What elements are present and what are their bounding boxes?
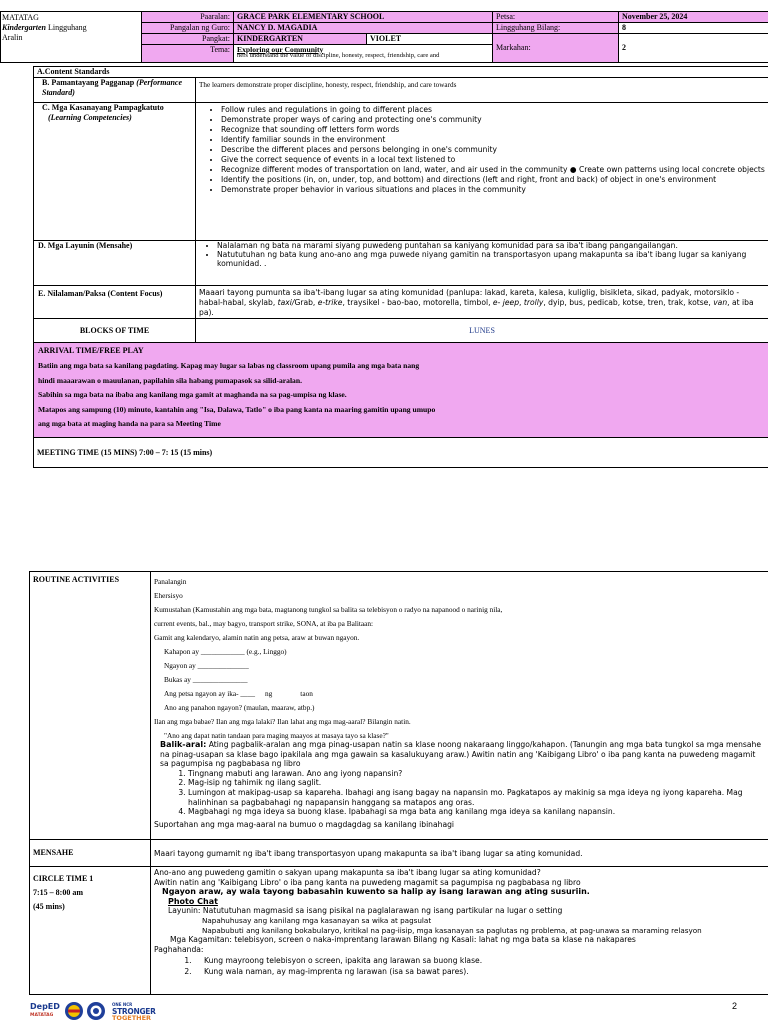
mensahe-text: Maari tayong gumamit ng iba't ibang transportasyon upang makapunta sa iba't ibang lugar sa ating komunidad. (151, 840, 768, 867)
competencies-list (199, 105, 765, 195)
value-pangkat: KINDERGARTEN (234, 34, 367, 45)
value-tema: Exploring our Community (237, 45, 324, 54)
objectives-list (199, 241, 765, 268)
balik-aral-text: Balik-aral: Ating pagbalik-aralan ang mga pinag-usapan natin sa klase noong nakaraang linggo/kahapon. (Tanungin ang mga bata tungkol sa mga mensahe na pinag-usapan sa klase bago ipakilala ang mga gawain sa kasalukuyang araw.) Awitin natin ang 'Kaibigang Libro' o iba pang kanta na puwedeng magamit sa pagumpisa ng pagbabasa ng libro (160, 740, 762, 769)
list-item: • Demonstrate proper behavior in various situations and places in the community (221, 185, 765, 195)
competencies-label: C. Mga Kasanayang Pampagkatuto (Learning Competencies) (34, 103, 196, 241)
page-number: 2 (732, 1001, 738, 1011)
value-markahan: 2 (619, 34, 768, 63)
routine-lines: Panalangin Ehersisyo Kumustahan (Kamustahin ang mga bata, magtanong tungkol sa balita sa telebisyon o radyo na napanood o narinig nila, current events, bal., may bagyo, transport strike, SONA, at iba pa Balitaan: Gamit ang kalendaryo, alamin natin ang petsa, araw at buwan ngayon. Kahapon ay ____________ (e.g., Linggo) Ngayon ay ______________ Bukas ay _______________ Ang petsa ngayon ay ika- ____ ng taon Ano ang panahon ngayon? (maulan, maaraw, atbp.) Ilan ang mga babae? Ilan ang mga lalaki? Ilan lahat ang mga mag-aaral? Bilangin natin. (154, 575, 765, 729)
list-item: 1. Kung mayroong telebisyon o screen, ipakita ang larawan sa buong klase. (194, 955, 765, 966)
value-tema-cell (234, 45, 493, 63)
value-lingguhang-bilang: 8 (619, 23, 768, 34)
list-item: • Recognize different modes of transportation on land, water, and air used in the community ● Create own patterns using local concrete objects (221, 165, 765, 175)
plan-table-top (33, 66, 768, 468)
list-item: 2. Kung wala naman, ay mag-imprenta ng larawan (isa sa bawat pares). (194, 966, 765, 977)
value-section: VIOLET (367, 34, 493, 45)
label-guro: Pangalan ng Guro: (142, 23, 234, 34)
arrival-instructions: Batiin ang mga bata sa kanilang pagdating. Kapag may lugar sa labas ng classroom upang pumila ang mga bata nang hindi maaarawan o mauulanan, papilahin sila habang pumapasok sa silid-aralan. Sabihin sa mga bata na ibaba ang kanilang mga gamit at maghanda na sa pag-umpisa ng klase. Matapos ang sampung (10) minuto, kantahin ang "Isa, Dalawa, Tatlo" o iba pang kanta na maaring gamitin upang umupo ang mga bata at maging handa na para sa Meeting Time (38, 361, 436, 429)
day-header: LUNES (196, 319, 768, 343)
value-paaralan: GRACE PARK ELEMENTARY SCHOOL (234, 12, 493, 23)
content-standards-label: A.Content Standards (34, 67, 768, 78)
label-lingguhang-bilang: Lingguhang Bilang: (493, 23, 619, 34)
label-pangkat: Pangkat: (142, 34, 234, 45)
list-item: • Natututuhan ng bata kung ano-ano ang mga puwede niyang gamitin na transportasyon upang makapunta sa iba't ibang lugar sa kaniyang komunidad. . (217, 250, 765, 268)
circle-time-cell: Ano-ano ang puwedeng gamitin o sakyan upang makapunta sa iba't ibang lugar sa ating komunidad? Awitin natin ang 'Kaibigang Libro' o iba pang kanta na puwedeng magamit sa pagumpisa ng pagbabasa ng libro Ngayon araw, ay wala tayong babasahin kuwento sa halip ay isang larawan ang ating susuriin. Photo Chat Layunin: Natututuhan magmasid sa isang pisikal na paglalarawan ng isang partikular na lugar o setting Napahuhusay ang kanilang mga kasanayan sa wika at pagsulat Napabubuti ang kanilang bokabularyo, kritikal na pag-iisip, mga kasanayan sa paglutas ng problema, at pag-unawa sa maraming relasyon Mga Kagamitan: telebisyon, screen o naka-imprentang larawan Bilang ng Kasali: lahat ng mga bata sa klase na nakapares Paghahanda: 1. Kung mayroong telebisyon o screen, ipakita ang larawan sa buong klase. 2. Kung wala naman, ay mag-imprenta ng larawan (isa sa bawat pares). (151, 867, 768, 995)
label-petsa: Petsa: (493, 12, 619, 23)
circle-time-label: CIRCLE TIME 1 7:15 – 8:00 am (45 mins) (30, 867, 151, 995)
list-item: • Give the correct sequence of events in a local text listened to (221, 155, 765, 165)
photo-chat-steps (154, 769, 765, 817)
list-item: • Describe the different places and persons belonging in one's community (221, 145, 765, 155)
routine-activities-cell (151, 572, 768, 840)
list-item: • Demonstrate proper ways of caring and protecting one's community (221, 115, 765, 125)
plan-title: MATATAG Kindergarten Lingguhang Aralin (2, 13, 87, 42)
petsa-line: Ang petsa ngayon ay ika- ____ ng taon (164, 689, 313, 698)
one-ncr-logo: ONE NCR STRONGER TOGETHER (112, 1002, 156, 1022)
competencies-list-cell (196, 103, 768, 241)
content-focus-text: Maaari tayong pumunta sa iba't-ibang lugar sa ating komunidad (panlupa: lakad, kareta, kalesa, kuliglig, bisikleta, sikad, padyak, motorsiklo - habal-habal, skylab, taxi/Grab, e-trike, traysikel - bao-bao, motorella, timbol, e- jeep, trolly, dyip, bus, pedicab, kotse, tren, trak, kotse, van, at iba pa). (196, 286, 768, 319)
deped-logo: DepED MATATAG (30, 1002, 60, 1018)
objectives-label: D. Mga Layunin (Mensahe) (34, 241, 196, 286)
performance-standard-label: B. Pamantayang Pagganap (Performance Standard) (34, 78, 196, 103)
routine-quote: "Ano ang dapat natin tandaan para maging maayos at masaya tayo sa klase?" (164, 731, 389, 740)
label-markahan: Markahan: (493, 34, 619, 63)
label-tema: Tema: (142, 45, 234, 63)
support-text: Suportahan ang mga mag-aaral na bumuo o magdagdag sa kanilang ibinahagi (154, 819, 455, 829)
meeting-time-label: MEETING TIME (15 MINS) 7:00 – 7: 15 (15 mins) (34, 438, 768, 468)
list-item: 2. Mag-isip ng tahimik ng ilang saglit. (188, 778, 765, 788)
list-item: • Follow rules and regulations in going to different places (221, 105, 765, 115)
tema-overlay-text: ners understand the value of discipline, honesty, respect, friendship, care and (237, 52, 440, 59)
seal-icons (64, 1001, 110, 1021)
content-focus-label: E. Nilalaman/Paksa (Content Focus) (34, 286, 196, 319)
arrival-title: ARRIVAL TIME/FREE PLAY (38, 346, 144, 355)
photo-chat-title: Photo Chat (168, 896, 218, 906)
arrival-time-cell (34, 343, 768, 438)
list-item: • Identify the positions (in, on, under, top, and bottom) and directions (left and right, front and back) of object in one's environment (221, 175, 765, 185)
paghahanda-steps (154, 955, 765, 977)
footer-logos (30, 1000, 180, 1024)
header-block (0, 11, 768, 63)
value-guro: NANCY D. MAGADIA (234, 23, 493, 34)
list-item: • Identify familiar sounds in the environment (221, 135, 765, 145)
blocks-of-time-label: BLOCKS OF TIME (34, 319, 196, 343)
objectives-list-cell (196, 241, 768, 286)
list-item: • Recognize that sounding off letters form words (221, 125, 765, 135)
list-item: 3. Lumingon at makipag-usap sa kapareha. Ibahagi ang isang bagay na napansin mo. Pagkatapos ay makinig sa mga ideya ng iyong kapareha. Mag halinhinan sa pagbabahagi ng napapansin hanggang sa matapos ang oras. (188, 788, 765, 807)
routine-activities-label: ROUTINE ACTIVITIES (30, 572, 151, 840)
value-petsa: November 25, 2024 (619, 12, 768, 23)
label-paaralan: Paaralan: (142, 12, 234, 23)
plan-table-bottom (29, 571, 768, 995)
performance-standard-text: The learners demonstrate proper discipline, honesty, respect, friendship, and care towards (196, 78, 768, 103)
list-item: 4. Magbahagi ng mga ideya sa buong klase. Ipabahagi sa mga bata ang kanilang mga ideya sa kanilang napansin. (188, 807, 765, 817)
mensahe-label: MENSAHE (30, 840, 151, 867)
list-item: • Nalalaman ng bata na marami siyang puwedeng puntahan sa kaniyang komunidad para sa iba't ibang pangangailangan. (217, 241, 765, 250)
list-item: 1. Tingnang mabuti ang larawan. Ano ang iyong napansin? (188, 769, 765, 779)
